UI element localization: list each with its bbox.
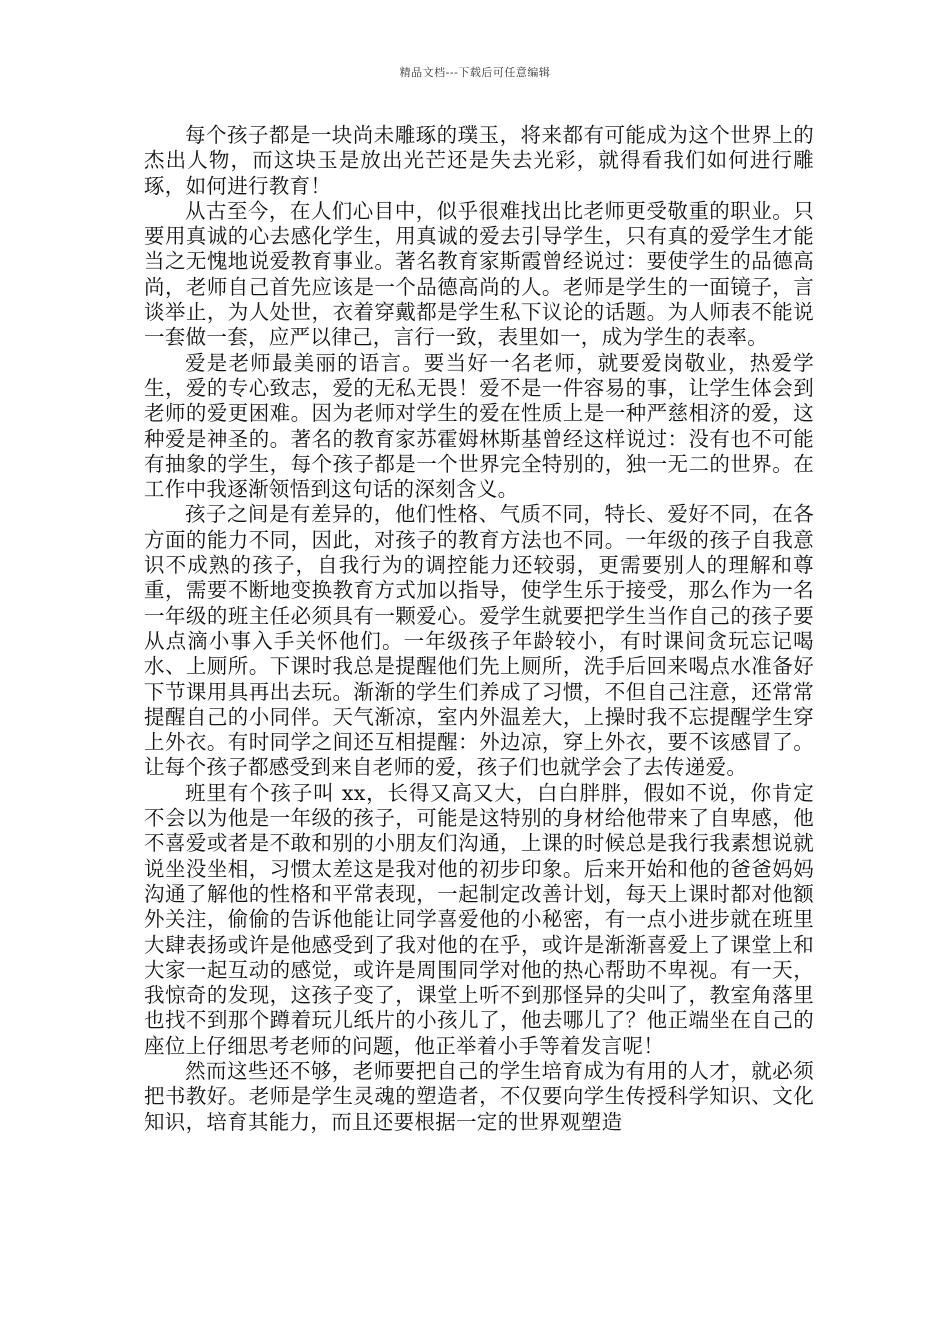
paragraph: 每个孩子都是一块尚未雕琢的璞玉，将来都有可能成为这个世界上的杰出人物，而这块玉是放出光芒还是失去光彩，就得看我们如何进行雕琢，如何进行教育！ xyxy=(144,123,814,198)
paragraph: 班里有个孩子叫 xx，长得又高又大，白白胖胖，假如不说，你肯定不会以为他是一年级的孩子，可能是这特别的身材给他带来了自卑感，他不喜爱或者是不敢和别的小朋友们沟通，上课的时候总是我行我素想说就说坐没坐相，习惯太差这是我对他的初步印象。后来开始和他的爸爸妈妈沟通了解他的性格和平常表现，一起制定改善计划，每天上课时都对他额外关注，偷偷的告诉他能让同学喜爱他的小秘密，有一点小进步就在班里大肆表扬或许是他感受到了我对他的在乎，或许是渐渐喜爱上了课堂上和大家一起互动的感觉，或许是周围同学对他的热心帮助不卑视。有一天，我惊奇的发现，这孩子变了，课堂上听不到那怪异的尖叫了，教室角落里也找不到那个蹲着玩儿纸片的小孩儿了，他去哪儿了？他正端坐在自己的座位上仔细思考老师的问题，他正举着小手等着发言呢！ xyxy=(144,780,814,1058)
page-header: 精品文档---下载后可任意编辑 xyxy=(399,66,551,79)
paragraph: 爱是老师最美丽的语言。要当好一名老师，就要爱岗敬业，热爱学生，爱的专心致志，爱的无私无畏！爱不是一件容易的事，让学生体会到老师的爱更困难。因为老师对学生的爱在性质上是一种严慈相济的爱，这种爱是神圣的。著名的教育家苏霍姆林斯基曾经这样说过：没有也不可能有抽象的学生，每个孩子都是一个世界完全特别的，独一无二的世界。在工作中我逐渐领悟到这句话的深刻含义。 xyxy=(144,350,814,502)
paragraph: 然而这些还不够，老师要把自己的学生培育成为有用的人才，就必须把书教好。老师是学生灵魂的塑造者，不仅要向学生传授科学知识、文化知识，培育其能力，而且还要根据一定的世界观塑造 xyxy=(144,1058,814,1134)
paragraph: 孩子之间是有差异的，他们性格、气质不同，特长、爱好不同，在各方面的能力不同，因此，对孩子的教育方法也不同。一年级的孩子自我意识不成熟的孩子，自我行为的调控能力还较弱，更需要别人的理解和尊重，需要不断地变换教育方式加以指导，使学生乐于接受，那么作为一名一年级的班主任必须具有一颗爱心。爱学生就要把学生当作自己的孩子要从点滴小事入手关怀他们。一年级孩子年龄较小，有时课间贪玩忘记喝水、上厕所。下课时我总是提醒他们先上厕所，洗手后回来喝点水准备好下节课用具再出去玩。渐渐的学生们养成了习惯，不但自己注意，还常常提醒自己的小同伴。天气渐凉，室内外温差大，上操时我不忘提醒学生穿上外衣。有时同学之间还互相提醒：外边凉，穿上外衣，要不该感冒了。让每个孩子都感受到来自老师的爱，孩子们也就学会了去传递爱。 xyxy=(144,502,814,780)
document-body xyxy=(144,123,814,1135)
paragraph: 从古至今，在人们心目中，似乎很难找出比老师更受敬重的职业。只要用真诚的心去感化学生，用真诚的爱去引导学生，只有真的爱学生才能当之无愧地说爱教育事业。著名教育家斯霞曾经说过：要使学生的品德高尚，老师自己首先应该是一个品德高尚的人。老师是学生的一面镜子，言谈举止，为人处世，衣着穿戴都是学生私下议论的话题。为人师表不能说一套做一套，应严以律己，言行一致，表里如一，成为学生的表率。 xyxy=(144,198,814,350)
